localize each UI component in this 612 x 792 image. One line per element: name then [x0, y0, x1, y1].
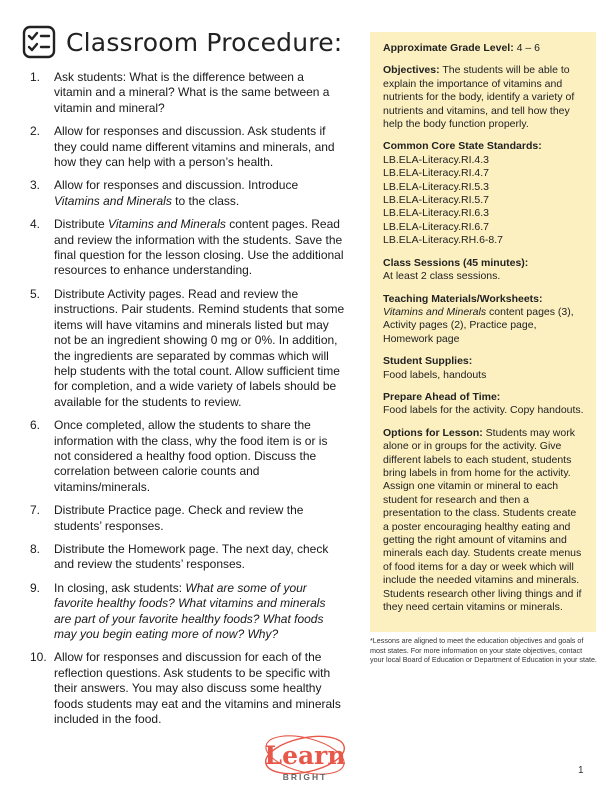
standards-label: Common Core State Standards:	[383, 140, 542, 153]
supplies-text: Food labels, handouts	[383, 368, 487, 381]
teaching-materials	[383, 293, 584, 347]
step-text: Once completed, allow the students to share the information with the class, why the food item is or is not considered a healthy food option. Discuss the correlation between calorie counts and vitamins/minerals.	[54, 418, 328, 494]
procedure-step	[30, 124, 345, 170]
standard-item: LB.ELA-Literacy.RI.4.3	[383, 153, 490, 166]
step-italic-text: Vitamins and Minerals	[108, 217, 226, 232]
procedure-list	[30, 70, 345, 735]
procedure-step	[30, 70, 345, 116]
procedure-step	[30, 217, 345, 279]
standards	[383, 140, 584, 247]
materials-label: Teaching Materials/Worksheets:	[383, 292, 543, 305]
step-text: Distribute the Homework page. The next day, check and review the students’ responses.	[54, 541, 329, 572]
step-number: 1.	[30, 70, 41, 84]
step-text: Ask students: What is the difference between a vitamin and a mineral? What is the same between a vitamin and mineral?	[54, 70, 330, 115]
logo-word: Learn	[264, 741, 346, 770]
lesson-options	[383, 427, 584, 615]
objectives-label: Objectives:	[383, 64, 440, 77]
step-text: Distribute Practice page. Check and review the students’ responses.	[54, 503, 304, 533]
student-supplies	[383, 355, 584, 382]
step-text: In closing, ask students:	[54, 580, 186, 595]
step-number: 9.	[30, 580, 41, 595]
step-italic-text: Vitamins and Minerals	[54, 193, 172, 208]
procedure-step	[30, 418, 345, 495]
step-text: Allow for responses and discussion. Ask students if they could name different vitamins and minerals, and how they can help with a person’s health.	[54, 124, 335, 170]
standards-list	[383, 154, 584, 248]
step-text: to the class.	[171, 193, 240, 208]
step-number: 7.	[30, 503, 41, 518]
procedure-step	[30, 503, 345, 534]
step-number: 4.	[30, 217, 41, 232]
sessions-label: Class Sessions (45 minutes):	[383, 256, 529, 269]
standard-item: LB.ELA-Literacy.RI.4.7	[383, 167, 490, 180]
lesson-info-sidebar	[370, 32, 596, 632]
step-text: Allow for responses and discussion. Introduce	[54, 178, 299, 193]
procedure-step	[30, 581, 345, 643]
step-number: 2.	[30, 124, 41, 139]
step-text: Allow for responses and discussion for each of the reflection questions. Ask students to be specific with their answers. You may also discuss some healthy foods students may eat and the vitamins and minerals included in the food.	[54, 650, 341, 727]
step-text: Distribute Activity pages. Read and review the instructions. Pair students. Remind students that some items will have vitamins and minerals listed but may not be an ingredient showing 0 mg or 0%. In addition, the ingredients are separated by commas which will help students with the total count. Allow sufficient time for completion, and a wide variety of labels should be available for the students to review.	[54, 286, 345, 409]
procedure-step	[30, 650, 345, 727]
class-sessions	[383, 257, 584, 284]
options-text: Students may work alone or in groups for the activity. Give different labels to each student, students bring labels in from home for the activity. Assign one vitamin or mineral to each student for research and then a presentation to the class. Students create a poster encouraging healthy eating and getting the right amount of vitamins and minerals each day. Students create menus of food items for a day or week which will include the needed vitamins and minerals. Students research other living things and if they need certain vitamins or minerals.	[383, 426, 582, 614]
checklist-icon	[22, 25, 56, 59]
supplies-label: Student Supplies:	[383, 355, 473, 368]
page-number: 1	[578, 765, 584, 776]
grade-label: Approximate Grade Level:	[383, 42, 514, 54]
step-number: 6.	[30, 418, 41, 433]
standard-item: LB.ELA-Literacy.RI.5.3	[383, 180, 490, 193]
materials-text: content pages (3), Activity pages (2), Practice page, Homework page	[383, 305, 574, 345]
prepare-text: Food labels for the activity. Copy handouts.	[383, 404, 584, 417]
procedure-step	[30, 542, 345, 573]
procedure-step	[30, 178, 345, 209]
objectives	[383, 64, 584, 131]
prepare-ahead	[383, 391, 584, 418]
procedure-step	[30, 287, 345, 410]
sessions-text: At least 2 class sessions.	[383, 270, 501, 283]
step-number: 5.	[30, 286, 41, 301]
logo-sub: BRIGHT	[282, 772, 328, 782]
step-text: content pages. Read and review the information with the students. Save the final question for the lesson closing. Use the additional resources to enhance understanding.	[54, 217, 344, 278]
page-title: Classroom Procedure:	[66, 27, 343, 57]
options-label: Options for Lesson:	[383, 426, 483, 439]
grade-value: 4 – 6	[513, 42, 540, 54]
objectives-text: The students will be able to explain the importance of vitamins and nutrients for the body, identify a variety of nutrients and vitamins, and tell how they help the body function properly.	[383, 64, 575, 131]
standard-item: LB.ELA-Literacy.RH.6-8.7	[383, 234, 504, 247]
footnote: *Lessons are aligned to meet the education objectives and goals of most states. For more information on your state objectives, contact your local Board of Education or Department of Education in your state.	[370, 636, 597, 665]
standard-item: LB.ELA-Literacy.RI.5.7	[383, 194, 490, 207]
step-number: 10.	[30, 650, 47, 665]
learn-bright-logo	[255, 732, 355, 788]
materials-italic: Vitamins and Minerals	[383, 305, 487, 318]
page-header	[22, 22, 342, 62]
grade-level	[383, 42, 584, 55]
standard-item: LB.ELA-Literacy.RI.6.3	[383, 207, 490, 220]
step-italic-text: What are some of your favorite healthy foods? What vitamins and minerals are part of your favorite healthy foods? What foods may you begin eating more of now? Why?	[54, 580, 326, 641]
step-number: 8.	[30, 541, 41, 556]
step-text: Distribute	[54, 217, 109, 232]
step-number: 3.	[30, 178, 41, 193]
prepare-label: Prepare Ahead of Time:	[383, 390, 501, 403]
standard-item: LB.ELA-Literacy.RI.6.7	[383, 220, 490, 233]
